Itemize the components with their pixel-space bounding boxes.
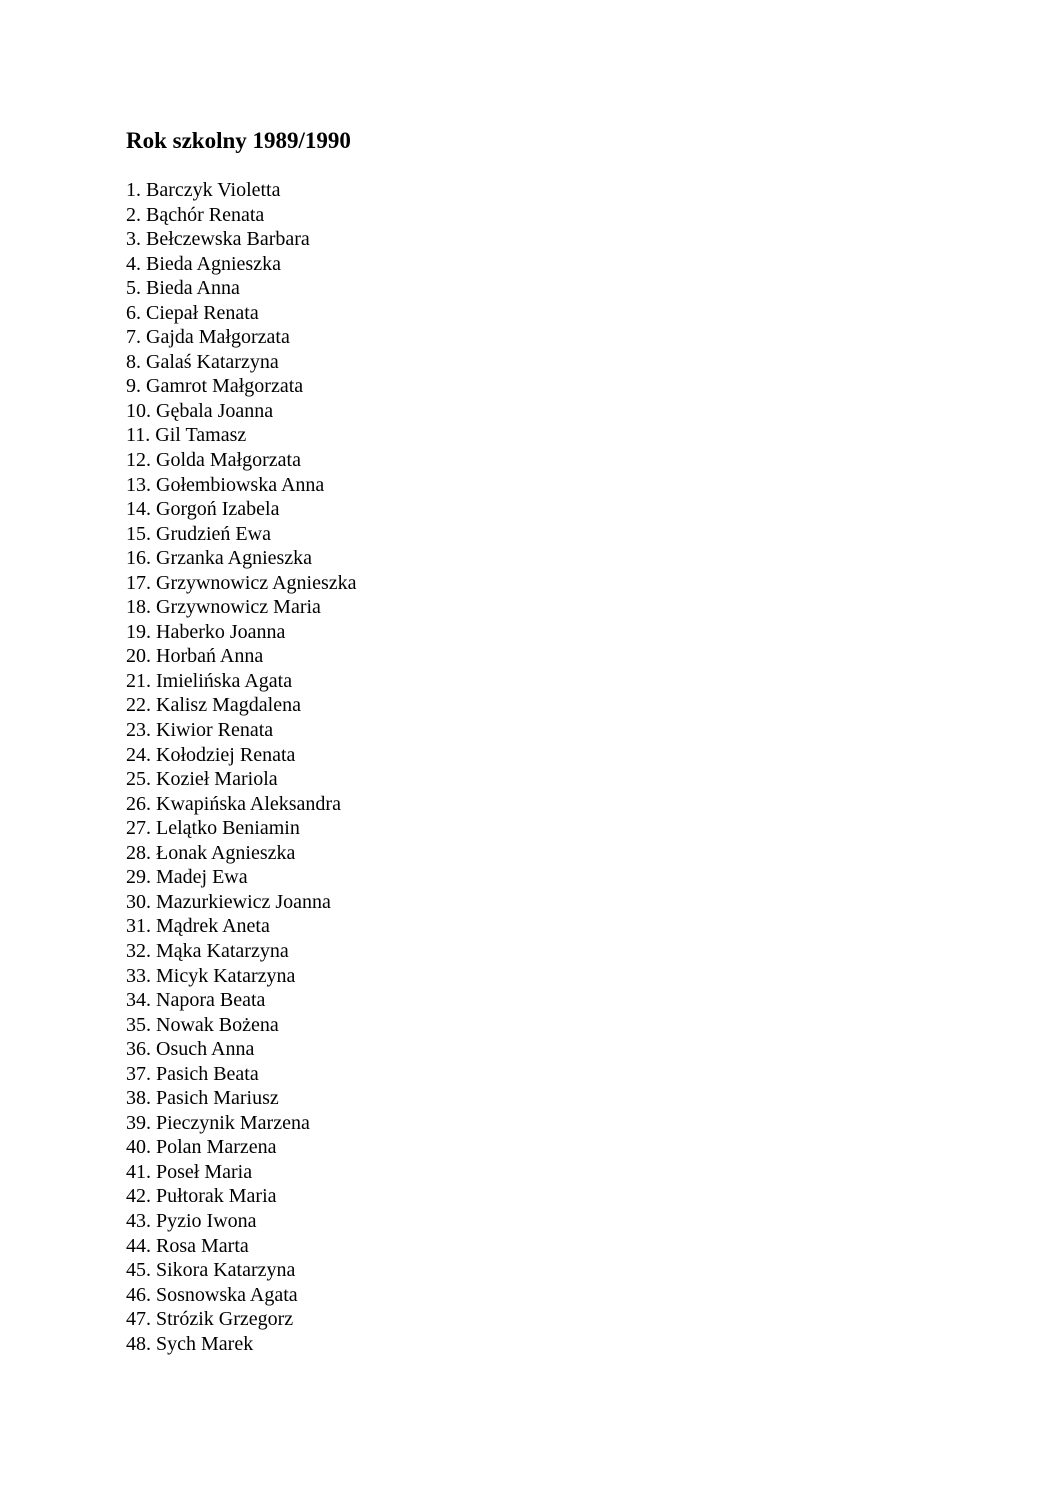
list-item: 37. Pasich Beata [126, 1062, 259, 1085]
list-item: 32. Mąka Katarzyna [126, 939, 289, 962]
list-item: 29. Madej Ewa [126, 866, 248, 889]
list-item: 16. Grzanka Agnieszka [126, 547, 313, 570]
list-item: 9. Gamrot Małgorzata [126, 375, 304, 398]
list-item: 3. Bełczewska Barbara [126, 228, 310, 251]
list-item: 22. Kalisz Magdalena [126, 694, 301, 717]
list-item: 36. Osuch Anna [126, 1038, 255, 1061]
list-item: 6. Ciepał Renata [126, 301, 259, 324]
list-item: 27. Lelątko Beniamin [126, 817, 300, 840]
list-item: 30. Mazurkiewicz Joanna [126, 890, 331, 913]
list-item: 28. Łonak Agnieszka [126, 841, 296, 864]
list-item: 13. Gołembiowska Anna [126, 473, 325, 496]
list-item: 21. Imielińska Agata [126, 669, 293, 692]
list-item: 39. Pieczynik Marzena [126, 1111, 310, 1134]
list-item: 45. Sikora Katarzyna [126, 1259, 296, 1282]
name-list [126, 178, 357, 1356]
list-item: 31. Mądrek Aneta [126, 915, 270, 938]
list-item: 7. Gajda Małgorzata [126, 326, 290, 349]
list-item: 18. Grzywnowicz Maria [126, 596, 321, 619]
list-item: 38. Pasich Mariusz [126, 1087, 279, 1110]
list-item: 40. Polan Marzena [126, 1136, 277, 1159]
list-item: 47. Strózik Grzegorz [126, 1308, 294, 1331]
list-item: 4. Bieda Agnieszka [126, 252, 281, 275]
list-item: 10. Gębala Joanna [126, 399, 274, 422]
list-item: 26. Kwapińska Aleksandra [126, 792, 341, 815]
list-item: 20. Horbań Anna [126, 645, 264, 668]
list-item: 1. Barczyk Violetta [126, 179, 281, 201]
list-item: 41. Poseł Maria [126, 1160, 253, 1183]
list-item: 43. Pyzio Iwona [126, 1209, 257, 1232]
list-item: 24. Kołodziej Renata [126, 743, 296, 766]
list-item: 12. Golda Małgorzata [126, 449, 301, 472]
list-item: 23. Kiwior Renata [126, 719, 274, 742]
list-item: 25. Kozieł Mariola [126, 768, 278, 791]
list-item: 19. Haberko Joanna [126, 620, 286, 643]
list-item: 14. Gorgoń Izabela [126, 498, 280, 521]
list-item: 35. Nowak Bożena [126, 1013, 279, 1036]
list-item: 48. Sych Marek [126, 1332, 254, 1355]
list-item: 17. Grzywnowicz Agnieszka [126, 571, 357, 594]
list-item: 34. Napora Beata [126, 989, 266, 1012]
list-item: 44. Rosa Marta [126, 1234, 249, 1257]
list-item: 46. Sosnowska Agata [126, 1283, 298, 1306]
list-item: 2. Bąchór Renata [126, 203, 265, 226]
page-title: Rok szkolny 1989/1990 [126, 128, 351, 153]
list-item: 15. Grudzień Ewa [126, 522, 271, 545]
list-item: 11. Gil Tamasz [126, 424, 247, 447]
list-item: 33. Micyk Katarzyna [126, 964, 296, 987]
list-item: 8. Galaś Katarzyna [126, 350, 279, 373]
list-item: 42. Pułtorak Maria [126, 1185, 277, 1208]
list-item: 5. Bieda Anna [126, 277, 240, 300]
